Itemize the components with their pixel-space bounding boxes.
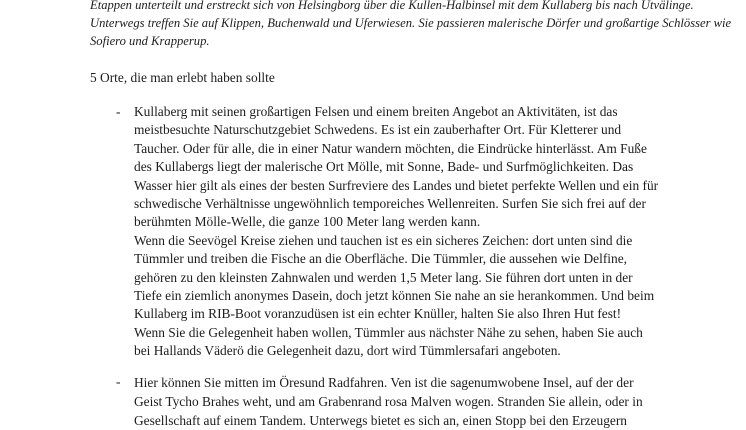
list-item-ven <box>134 373 734 430</box>
list-item-line: meistbesuchte Naturschutzgebiet Schwedens. Es ist ein zauberhafter Ort. Für Kletterer und <box>134 122 622 138</box>
list-item-line: Hier können Sie mitten im Öresund Radfahren. Ven ist die sagenumwobene Insel, auf der der <box>134 375 634 390</box>
list-item-line: Wenn Sie die Gelegenheit haben wollen, Tümmler aus nächster Nähe zu sehen, haben Sie auch <box>134 324 643 340</box>
intro-line: Unterwegs treffen Sie auf Klippen, Buchenwald und Uferwiesen. Sie passieren malerische Dörfer und großartige Schlösser wie <box>90 16 732 31</box>
list-item-line: Wenn die Seevögel Kreise ziehen und tauchen ist es ein sicheres Zeichen: dort unten sind die <box>134 232 633 248</box>
list-item-line: Geist Tycho Brahes weht, und am Grabenrand rosa Malven wogen. Stranden Sie allein, oder in <box>134 394 643 409</box>
list-bullet: - <box>116 104 121 119</box>
list-item-line: des Kullabergs liegt der malerische Ort Mölle, mit Sonne, Bade- und Surfmöglichkeiten. Das <box>134 159 634 175</box>
list-item-line: Tiefe ein ziemlich anonymes Dasein, doch jetzt können Sie nahe an sie herankommen. Und beim <box>134 288 655 304</box>
section-heading: 5 Orte, die man erlebt haben sollte <box>90 70 275 85</box>
list-item-line: Tümmler und treiben die Fische an die Oberfläche. Die Tümmler, die aussehen wie Delfine, <box>134 251 628 267</box>
list-item-line: berühmten Mölle-Welle, die ganze 100 Meter lang werden kann. <box>134 214 481 230</box>
list-item-line: bei Hallands Väderö die Gelegenheit dazu, dort wird Tümmlersafari angeboten. <box>134 343 561 359</box>
list-item-line: gehören zu den kleinsten Zahnwalen und werden 1,5 Meter lang. Sie führen dort unten in der <box>134 269 633 285</box>
intro-paragraph <box>90 0 730 51</box>
list-bullet: - <box>116 374 121 389</box>
intro-line: Etappen unterteilt und erstreckt sich von Helsingborg über die Kullen-Halbinsel mit dem Kullaberg bis nach Utvälinge. <box>90 0 694 12</box>
list-item-line: Gesellschaft auf einem Tandem. Unterwegs bietet es sich an, einen Stopp bei den Erzeugern <box>134 413 627 428</box>
list-item-line: Taucher. Oder für alle, die in einer Natur wandern möchten, die Eindrücke hinterlässt. Am Fuße <box>134 140 647 156</box>
list-item-line: Wasser hier gilt als eines der besten Surfreviere des Landes und bietet perfekte Wellen und ein für <box>134 177 659 193</box>
list-item-line: Kullaberg im RIB-Boot voranzudüsen ist ein echter Knüller, halten Sie also Ihren Hut fest! <box>134 306 622 322</box>
list-item-kullaberg <box>134 103 734 361</box>
intro-line: Sofiero und Krapperup. <box>90 34 210 49</box>
list-item-line: schwedische Verhältnisse ungewöhnlich temporeiches Wellenreiten. Surfen Sie sich frei auf der <box>134 196 646 212</box>
list-item-line: Kullaberg mit seinen großartigen Felsen und einem breiten Angebot an Aktivitäten, ist das <box>134 104 618 119</box>
